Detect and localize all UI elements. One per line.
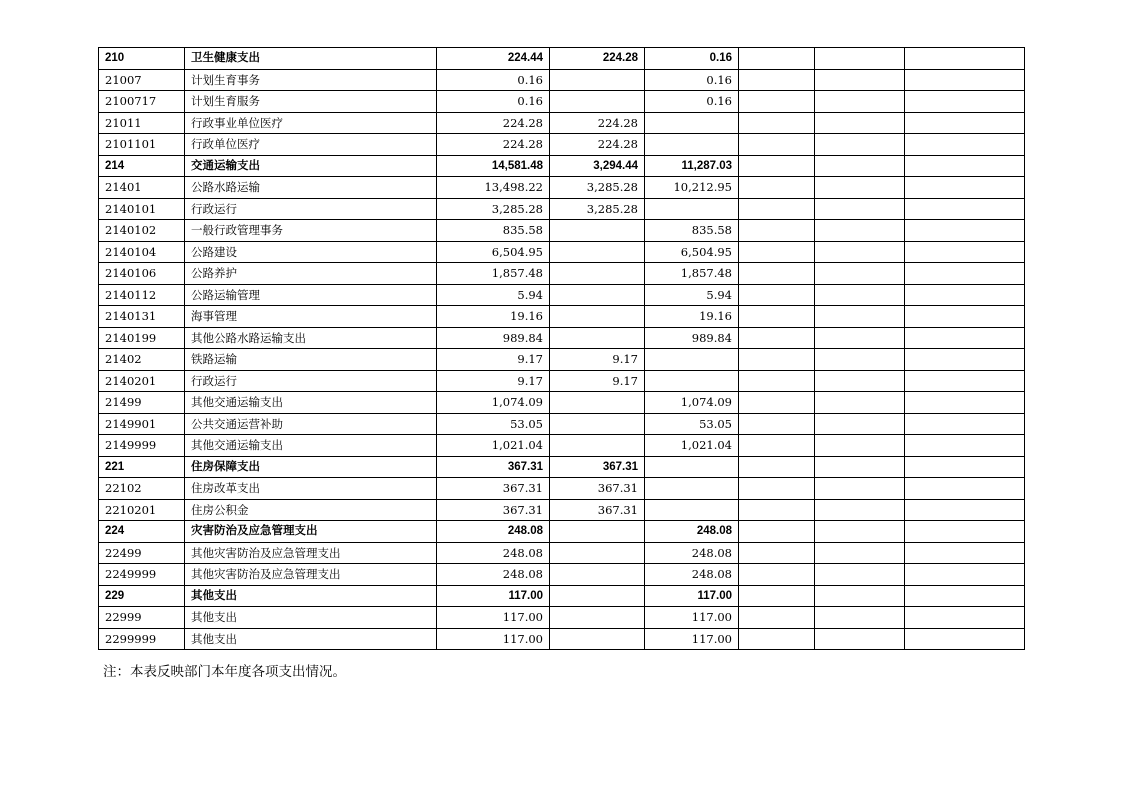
project-expenditure-cell: 1,074.09 bbox=[645, 392, 739, 414]
empty-cell bbox=[905, 564, 1025, 586]
total-amount-cell: 835.58 bbox=[437, 220, 550, 242]
subject-code-cell: 21007 bbox=[99, 69, 185, 91]
table-row bbox=[99, 392, 1025, 414]
basic-expenditure-cell bbox=[550, 241, 645, 263]
empty-cell bbox=[905, 134, 1025, 156]
empty-cell bbox=[815, 628, 905, 650]
basic-expenditure-cell bbox=[550, 220, 645, 242]
subject-code-cell: 2140199 bbox=[99, 327, 185, 349]
basic-expenditure-cell bbox=[550, 392, 645, 414]
empty-cell bbox=[815, 69, 905, 91]
subject-code-cell: 2140106 bbox=[99, 263, 185, 285]
empty-cell bbox=[905, 478, 1025, 500]
empty-cell bbox=[739, 607, 815, 629]
total-amount-cell: 19.16 bbox=[437, 306, 550, 328]
basic-expenditure-cell: 9.17 bbox=[550, 370, 645, 392]
subject-code-cell: 2210201 bbox=[99, 499, 185, 521]
empty-cell bbox=[815, 478, 905, 500]
total-amount-cell: 117.00 bbox=[437, 628, 550, 650]
total-amount-cell: 13,498.22 bbox=[437, 177, 550, 199]
subject-name-cell: 卫生健康支出 bbox=[185, 48, 437, 70]
table-row bbox=[99, 284, 1025, 306]
empty-cell bbox=[905, 349, 1025, 371]
empty-cell bbox=[815, 177, 905, 199]
empty-cell bbox=[739, 585, 815, 607]
empty-cell bbox=[905, 456, 1025, 478]
subject-name-cell: 住房公积金 bbox=[185, 499, 437, 521]
basic-expenditure-cell bbox=[550, 69, 645, 91]
subject-code-cell: 21401 bbox=[99, 177, 185, 199]
table-row bbox=[99, 413, 1025, 435]
empty-cell bbox=[815, 306, 905, 328]
basic-expenditure-cell: 367.31 bbox=[550, 499, 645, 521]
subject-name-cell: 其他交通运输支出 bbox=[185, 435, 437, 457]
empty-cell bbox=[815, 263, 905, 285]
table-row bbox=[99, 349, 1025, 371]
total-amount-cell: 248.08 bbox=[437, 521, 550, 543]
empty-cell bbox=[815, 349, 905, 371]
subject-code-cell: 224 bbox=[99, 521, 185, 543]
subject-name-cell: 铁路运输 bbox=[185, 349, 437, 371]
total-amount-cell: 989.84 bbox=[437, 327, 550, 349]
project-expenditure-cell bbox=[645, 349, 739, 371]
table-row bbox=[99, 134, 1025, 156]
empty-cell bbox=[905, 413, 1025, 435]
subject-code-cell: 214 bbox=[99, 155, 185, 177]
total-amount-cell: 224.28 bbox=[437, 112, 550, 134]
total-amount-cell: 1,074.09 bbox=[437, 392, 550, 414]
empty-cell bbox=[905, 370, 1025, 392]
subject-code-cell: 2140131 bbox=[99, 306, 185, 328]
empty-cell bbox=[739, 284, 815, 306]
total-amount-cell: 9.17 bbox=[437, 370, 550, 392]
table-row bbox=[99, 155, 1025, 177]
empty-cell bbox=[739, 478, 815, 500]
subject-name-cell: 其他支出 bbox=[185, 607, 437, 629]
total-amount-cell: 117.00 bbox=[437, 607, 550, 629]
empty-cell bbox=[815, 220, 905, 242]
subject-name-cell: 住房改革支出 bbox=[185, 478, 437, 500]
project-expenditure-cell bbox=[645, 198, 739, 220]
empty-cell bbox=[815, 112, 905, 134]
total-amount-cell: 1,857.48 bbox=[437, 263, 550, 285]
basic-expenditure-cell: 367.31 bbox=[550, 456, 645, 478]
project-expenditure-cell bbox=[645, 456, 739, 478]
empty-cell bbox=[739, 413, 815, 435]
project-expenditure-cell: 248.08 bbox=[645, 564, 739, 586]
total-amount-cell: 1,021.04 bbox=[437, 435, 550, 457]
empty-cell bbox=[905, 155, 1025, 177]
total-amount-cell: 248.08 bbox=[437, 542, 550, 564]
table-row bbox=[99, 241, 1025, 263]
project-expenditure-cell: 1,857.48 bbox=[645, 263, 739, 285]
empty-cell bbox=[739, 134, 815, 156]
subject-name-cell: 公路运输管理 bbox=[185, 284, 437, 306]
subject-code-cell: 2140104 bbox=[99, 241, 185, 263]
table-row bbox=[99, 112, 1025, 134]
subject-name-cell: 行政运行 bbox=[185, 198, 437, 220]
subject-code-cell: 22102 bbox=[99, 478, 185, 500]
project-expenditure-cell: 11,287.03 bbox=[645, 155, 739, 177]
table-row bbox=[99, 435, 1025, 457]
subject-name-cell: 其他支出 bbox=[185, 628, 437, 650]
empty-cell bbox=[739, 241, 815, 263]
table-row bbox=[99, 370, 1025, 392]
empty-cell bbox=[905, 241, 1025, 263]
basic-expenditure-cell bbox=[550, 607, 645, 629]
subject-name-cell: 公路水路运输 bbox=[185, 177, 437, 199]
project-expenditure-cell: 1,021.04 bbox=[645, 435, 739, 457]
basic-expenditure-cell bbox=[550, 564, 645, 586]
empty-cell bbox=[739, 177, 815, 199]
basic-expenditure-cell: 224.28 bbox=[550, 48, 645, 70]
table-row bbox=[99, 478, 1025, 500]
subject-name-cell: 其他灾害防治及应急管理支出 bbox=[185, 542, 437, 564]
empty-cell bbox=[815, 456, 905, 478]
empty-cell bbox=[739, 349, 815, 371]
basic-expenditure-cell: 3,294.44 bbox=[550, 155, 645, 177]
empty-cell bbox=[739, 91, 815, 113]
basic-expenditure-cell bbox=[550, 585, 645, 607]
empty-cell bbox=[739, 48, 815, 70]
empty-cell bbox=[905, 220, 1025, 242]
empty-cell bbox=[905, 198, 1025, 220]
project-expenditure-cell bbox=[645, 499, 739, 521]
total-amount-cell: 224.28 bbox=[437, 134, 550, 156]
empty-cell bbox=[815, 607, 905, 629]
table-row bbox=[99, 499, 1025, 521]
subject-name-cell: 海事管理 bbox=[185, 306, 437, 328]
empty-cell bbox=[815, 241, 905, 263]
subject-name-cell: 其他交通运输支出 bbox=[185, 392, 437, 414]
project-expenditure-cell: 117.00 bbox=[645, 607, 739, 629]
empty-cell bbox=[905, 177, 1025, 199]
basic-expenditure-cell bbox=[550, 413, 645, 435]
empty-cell bbox=[739, 392, 815, 414]
empty-cell bbox=[739, 263, 815, 285]
project-expenditure-cell: 0.16 bbox=[645, 48, 739, 70]
empty-cell bbox=[815, 284, 905, 306]
total-amount-cell: 367.31 bbox=[437, 499, 550, 521]
subject-code-cell: 2299999 bbox=[99, 628, 185, 650]
subject-name-cell: 行政单位医疗 bbox=[185, 134, 437, 156]
subject-code-cell: 21011 bbox=[99, 112, 185, 134]
table-row bbox=[99, 48, 1025, 70]
subject-code-cell: 21402 bbox=[99, 349, 185, 371]
empty-cell bbox=[905, 585, 1025, 607]
empty-cell bbox=[905, 112, 1025, 134]
total-amount-cell: 6,504.95 bbox=[437, 241, 550, 263]
subject-name-cell: 计划生育事务 bbox=[185, 69, 437, 91]
subject-name-cell: 交通运输支出 bbox=[185, 155, 437, 177]
empty-cell bbox=[815, 91, 905, 113]
empty-cell bbox=[739, 564, 815, 586]
project-expenditure-cell: 6,504.95 bbox=[645, 241, 739, 263]
project-expenditure-cell: 19.16 bbox=[645, 306, 739, 328]
table-note: 注：本表反映部门本年度各项支出情况。 bbox=[103, 664, 346, 680]
table-row bbox=[99, 542, 1025, 564]
empty-cell bbox=[905, 628, 1025, 650]
total-amount-cell: 9.17 bbox=[437, 349, 550, 371]
project-expenditure-cell: 5.94 bbox=[645, 284, 739, 306]
empty-cell bbox=[815, 585, 905, 607]
subject-code-cell: 22499 bbox=[99, 542, 185, 564]
empty-cell bbox=[905, 521, 1025, 543]
total-amount-cell: 14,581.48 bbox=[437, 155, 550, 177]
table-body bbox=[99, 48, 1025, 650]
empty-cell bbox=[815, 435, 905, 457]
basic-expenditure-cell: 224.28 bbox=[550, 134, 645, 156]
project-expenditure-cell: 0.16 bbox=[645, 69, 739, 91]
empty-cell bbox=[739, 542, 815, 564]
subject-code-cell: 210 bbox=[99, 48, 185, 70]
empty-cell bbox=[815, 48, 905, 70]
table-row bbox=[99, 220, 1025, 242]
project-expenditure-cell: 10,212.95 bbox=[645, 177, 739, 199]
empty-cell bbox=[815, 370, 905, 392]
empty-cell bbox=[905, 48, 1025, 70]
total-amount-cell: 3,285.28 bbox=[437, 198, 550, 220]
empty-cell bbox=[739, 499, 815, 521]
total-amount-cell: 248.08 bbox=[437, 564, 550, 586]
subject-name-cell: 行政运行 bbox=[185, 370, 437, 392]
project-expenditure-cell: 117.00 bbox=[645, 628, 739, 650]
table-row bbox=[99, 521, 1025, 543]
empty-cell bbox=[815, 198, 905, 220]
subject-name-cell: 计划生育服务 bbox=[185, 91, 437, 113]
basic-expenditure-cell bbox=[550, 327, 645, 349]
empty-cell bbox=[739, 435, 815, 457]
total-amount-cell: 5.94 bbox=[437, 284, 550, 306]
table-row bbox=[99, 263, 1025, 285]
empty-cell bbox=[905, 69, 1025, 91]
expenditure-table bbox=[98, 47, 1025, 650]
empty-cell bbox=[739, 155, 815, 177]
empty-cell bbox=[815, 499, 905, 521]
empty-cell bbox=[815, 564, 905, 586]
empty-cell bbox=[905, 306, 1025, 328]
basic-expenditure-cell bbox=[550, 91, 645, 113]
subject-code-cell: 22999 bbox=[99, 607, 185, 629]
project-expenditure-cell: 248.08 bbox=[645, 542, 739, 564]
empty-cell bbox=[739, 220, 815, 242]
empty-cell bbox=[815, 327, 905, 349]
table-row bbox=[99, 327, 1025, 349]
basic-expenditure-cell: 367.31 bbox=[550, 478, 645, 500]
project-expenditure-cell: 117.00 bbox=[645, 585, 739, 607]
table-row bbox=[99, 91, 1025, 113]
subject-name-cell: 行政事业单位医疗 bbox=[185, 112, 437, 134]
project-expenditure-cell bbox=[645, 112, 739, 134]
subject-code-cell: 21499 bbox=[99, 392, 185, 414]
basic-expenditure-cell bbox=[550, 284, 645, 306]
subject-code-cell: 2140201 bbox=[99, 370, 185, 392]
empty-cell bbox=[739, 306, 815, 328]
empty-cell bbox=[815, 134, 905, 156]
total-amount-cell: 117.00 bbox=[437, 585, 550, 607]
subject-name-cell: 灾害防治及应急管理支出 bbox=[185, 521, 437, 543]
total-amount-cell: 224.44 bbox=[437, 48, 550, 70]
subject-name-cell: 公路养护 bbox=[185, 263, 437, 285]
empty-cell bbox=[815, 155, 905, 177]
basic-expenditure-cell bbox=[550, 435, 645, 457]
subject-name-cell: 公路建设 bbox=[185, 241, 437, 263]
basic-expenditure-cell: 3,285.28 bbox=[550, 177, 645, 199]
table-row bbox=[99, 607, 1025, 629]
empty-cell bbox=[739, 456, 815, 478]
table-row bbox=[99, 585, 1025, 607]
empty-cell bbox=[739, 370, 815, 392]
empty-cell bbox=[905, 607, 1025, 629]
subject-name-cell: 其他支出 bbox=[185, 585, 437, 607]
basic-expenditure-cell bbox=[550, 306, 645, 328]
empty-cell bbox=[905, 327, 1025, 349]
basic-expenditure-cell bbox=[550, 521, 645, 543]
empty-cell bbox=[739, 198, 815, 220]
basic-expenditure-cell bbox=[550, 263, 645, 285]
project-expenditure-cell bbox=[645, 370, 739, 392]
total-amount-cell: 53.05 bbox=[437, 413, 550, 435]
table-row bbox=[99, 198, 1025, 220]
total-amount-cell: 0.16 bbox=[437, 91, 550, 113]
subject-code-cell: 2149901 bbox=[99, 413, 185, 435]
basic-expenditure-cell: 9.17 bbox=[550, 349, 645, 371]
project-expenditure-cell: 248.08 bbox=[645, 521, 739, 543]
table-row bbox=[99, 456, 1025, 478]
basic-expenditure-cell bbox=[550, 628, 645, 650]
subject-name-cell: 其他公路水路运输支出 bbox=[185, 327, 437, 349]
project-expenditure-cell: 835.58 bbox=[645, 220, 739, 242]
subject-name-cell: 住房保障支出 bbox=[185, 456, 437, 478]
empty-cell bbox=[905, 392, 1025, 414]
empty-cell bbox=[739, 628, 815, 650]
project-expenditure-cell: 989.84 bbox=[645, 327, 739, 349]
subject-code-cell: 2101101 bbox=[99, 134, 185, 156]
subject-code-cell: 2140102 bbox=[99, 220, 185, 242]
table-row bbox=[99, 69, 1025, 91]
subject-code-cell: 229 bbox=[99, 585, 185, 607]
subject-name-cell: 其他灾害防治及应急管理支出 bbox=[185, 564, 437, 586]
empty-cell bbox=[739, 327, 815, 349]
project-expenditure-cell bbox=[645, 134, 739, 156]
project-expenditure-cell: 0.16 bbox=[645, 91, 739, 113]
table-row bbox=[99, 177, 1025, 199]
table-row bbox=[99, 306, 1025, 328]
empty-cell bbox=[905, 542, 1025, 564]
subject-name-cell: 一般行政管理事务 bbox=[185, 220, 437, 242]
basic-expenditure-cell: 224.28 bbox=[550, 112, 645, 134]
empty-cell bbox=[739, 521, 815, 543]
total-amount-cell: 367.31 bbox=[437, 456, 550, 478]
table-row bbox=[99, 628, 1025, 650]
project-expenditure-cell: 53.05 bbox=[645, 413, 739, 435]
subject-code-cell: 2249999 bbox=[99, 564, 185, 586]
empty-cell bbox=[815, 542, 905, 564]
subject-name-cell: 公共交通运营补助 bbox=[185, 413, 437, 435]
empty-cell bbox=[905, 499, 1025, 521]
empty-cell bbox=[905, 91, 1025, 113]
empty-cell bbox=[905, 263, 1025, 285]
empty-cell bbox=[815, 521, 905, 543]
total-amount-cell: 367.31 bbox=[437, 478, 550, 500]
project-expenditure-cell bbox=[645, 478, 739, 500]
table-row bbox=[99, 564, 1025, 586]
total-amount-cell: 0.16 bbox=[437, 69, 550, 91]
subject-code-cell: 2149999 bbox=[99, 435, 185, 457]
empty-cell bbox=[905, 435, 1025, 457]
subject-code-cell: 2140112 bbox=[99, 284, 185, 306]
subject-code-cell: 221 bbox=[99, 456, 185, 478]
empty-cell bbox=[815, 413, 905, 435]
empty-cell bbox=[905, 284, 1025, 306]
basic-expenditure-cell bbox=[550, 542, 645, 564]
subject-code-cell: 2100717 bbox=[99, 91, 185, 113]
empty-cell bbox=[815, 392, 905, 414]
basic-expenditure-cell: 3,285.28 bbox=[550, 198, 645, 220]
subject-code-cell: 2140101 bbox=[99, 198, 185, 220]
empty-cell bbox=[739, 112, 815, 134]
empty-cell bbox=[739, 69, 815, 91]
